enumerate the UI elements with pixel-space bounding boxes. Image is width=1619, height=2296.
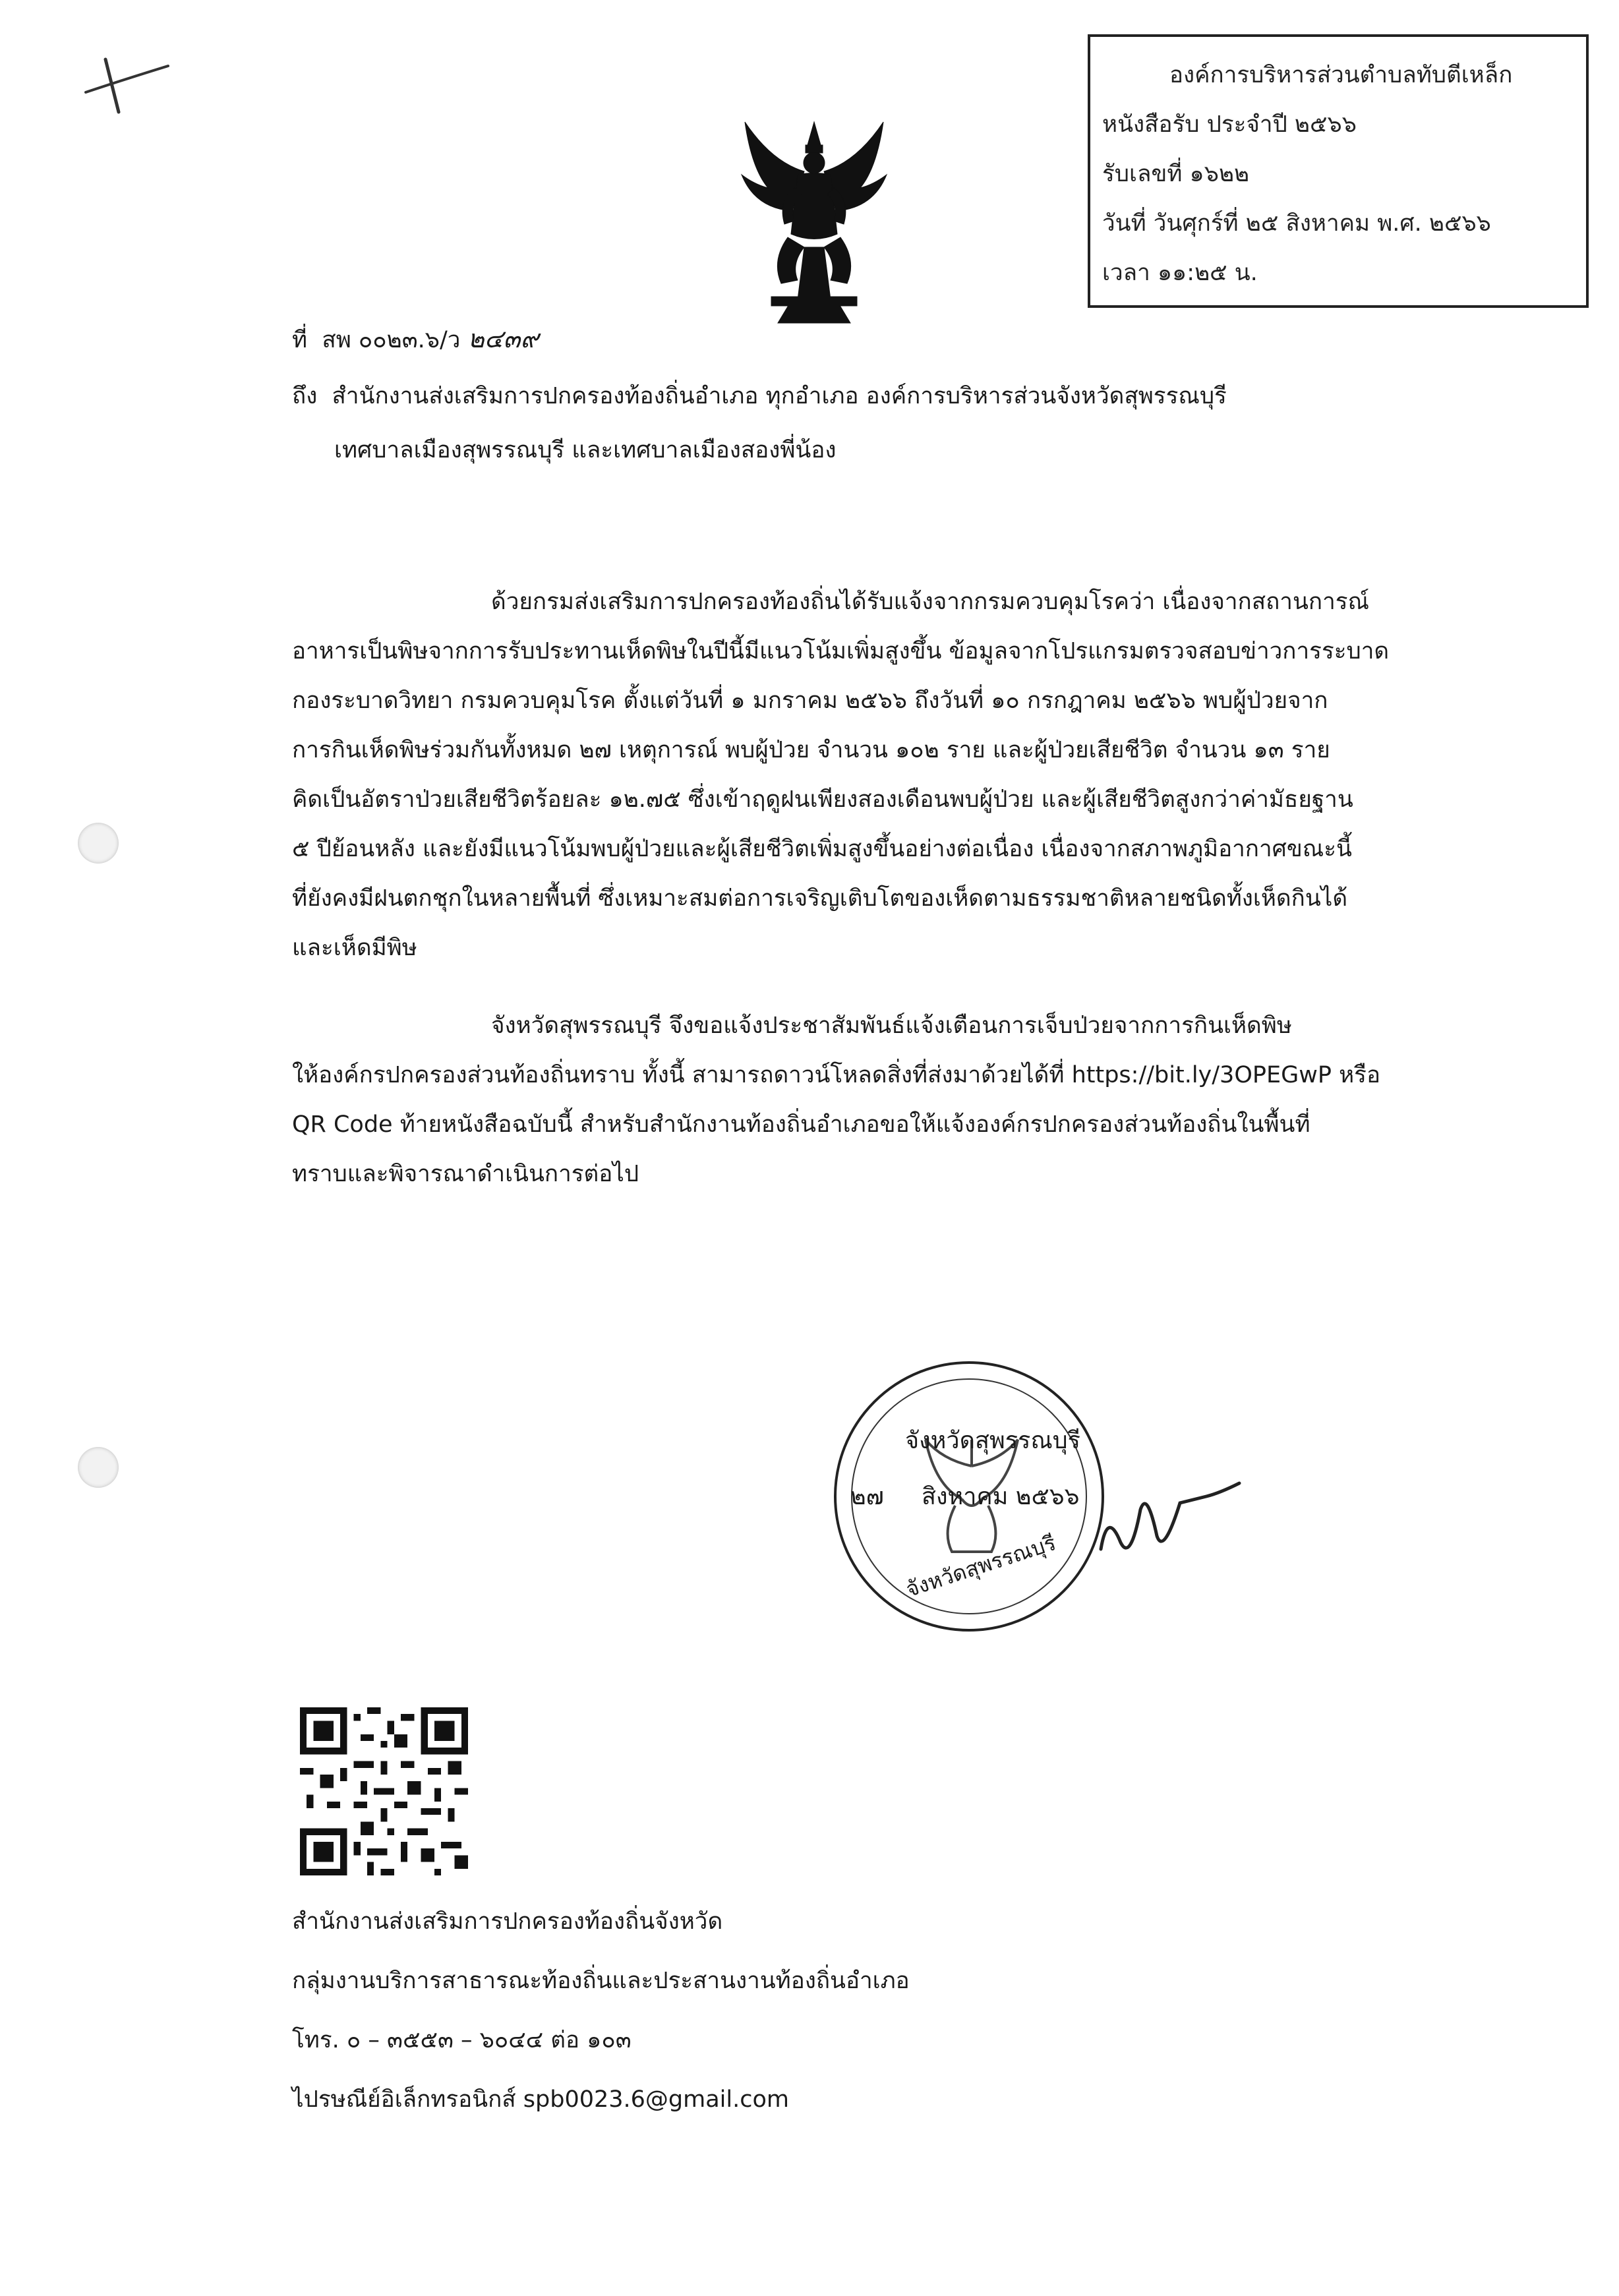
seal-province: จังหวัดสุพรรณบุรี bbox=[905, 1427, 1080, 1454]
paragraph1-line: การกินเห็ดพิษร่วมกันทั้งหมด ๒๗ เหตุการณ์ พบผู้ป่วย จำนวน ๑๐๒ ราย และผู้ป่วยเสียชีวิต จำนวน ๑๓ ราย bbox=[292, 737, 1330, 763]
paragraph2-line: ทราบและพิจารณาดำเนินการต่อไป bbox=[292, 1161, 639, 1187]
stamp-receive-no: รับเลขที่ ๑๖๒๒ bbox=[1102, 161, 1250, 187]
paragraph2-line: ให้องค์กรปกครองส่วนท้องถิ่นทราบ ทั้งนี้ สามารถดาวน์โหลดสิ่งที่ส่งมาด้วยได้ที่ https://bit.ly/3OPEGwP หรือ bbox=[292, 1062, 1380, 1088]
paragraph1-line: และเห็ดมีพิษ bbox=[292, 935, 417, 961]
footer-phone: โทร. ๐ – ๓๕๕๓ – ๖๐๔๔ ต่อ ๑๐๓ bbox=[292, 2027, 632, 2053]
handwritten-mark bbox=[79, 46, 171, 119]
ref-number: ๒๔๓๙ bbox=[467, 324, 539, 353]
ref-label: ที่ bbox=[292, 327, 308, 353]
receipt-stamp bbox=[1088, 34, 1589, 308]
footer-group: กลุ่มงานบริการสาธารณะท้องถิ่นและประสานงานท้องถิ่นอำเภอ bbox=[292, 1968, 910, 1994]
footer-office: สำนักงานส่งเสริมการปกครองท้องถิ่นจังหวัด bbox=[292, 1908, 723, 1935]
to-text-2: เทศบาลเมืองสุพรรณบุรี และเทศบาลเมืองสองพี่น้อง bbox=[334, 437, 837, 463]
garuda-emblem-icon bbox=[732, 109, 897, 326]
paragraph2-line: จังหวัดสุพรรณบุรี จึงขอแจ้งประชาสัมพันธ์แจ้งเตือนการเจ็บป่วยจากการกินเห็ดพิษ bbox=[491, 1013, 1292, 1039]
ref-line bbox=[292, 325, 539, 354]
seal-month-year: สิงหาคม ๒๕๖๖ bbox=[922, 1483, 1080, 1510]
paragraph1-line: ๕ ปีย้อนหลัง และยังมีแนวโน้มพบผู้ป่วยและผู้เสียชีวิตเพิ่มสูงขึ้นอย่างต่อเนื่อง เนื่องจากสภาพภูมิอากาศขณะนี้ bbox=[292, 836, 1352, 862]
paragraph1-line: ด้วยกรมส่งเสริมการปกครองท้องถิ่นได้รับแจ้งจากกรมควบคุมโรคว่า เนื่องจากสถานการณ์ bbox=[491, 589, 1369, 615]
paragraph1-line: คิดเป็นอัตราป่วยเสียชีวิตร้อยละ ๑๒.๗๕ ซึ่งเข้าฤดูฝนเพียงสองเดือนพบผู้ป่วย และผู้เสียชีวิตสูงกว่าค่ามัธยฐาน bbox=[292, 786, 1353, 813]
ref-value: สพ ๐๐๒๓.๖/ว bbox=[322, 327, 461, 353]
punch-hole bbox=[78, 1447, 119, 1488]
qr-code bbox=[300, 1707, 468, 1875]
stamp-org: องค์การบริหารส่วนตำบลทับตีเหล็ก bbox=[1169, 62, 1513, 88]
seal-day: ๒๗ bbox=[850, 1483, 884, 1510]
paragraph2-line: QR Code ท้ายหนังสือฉบับนี้ สำหรับสำนักงานท้องถิ่นอำเภอขอให้แจ้งองค์กรปกครองส่วนท้องถิ่นในพื้นที่ bbox=[292, 1111, 1310, 1138]
paragraph1-line: กองระบาดวิทยา กรมควบคุมโรค ตั้งแต่วันที่ ๑ มกราคม ๒๕๖๖ ถึงวันที่ ๑๐ กรกฎาคม ๒๕๖๖ พบผู้ป่วยจาก bbox=[292, 688, 1328, 714]
punch-hole bbox=[78, 823, 119, 864]
to-text-1: สำนักงานส่งเสริมการปกครองท้องถิ่นอำเภอ ทุกอำเภอ องค์การบริหารส่วนจังหวัดสุพรรณบุรี bbox=[332, 383, 1227, 409]
paragraph1-line: ที่ยังคงมีฝนตกชุกในหลายพื้นที่ ซึ่งเหมาะสมต่อการเจริญเติบโตของเห็ดตามธรรมชาติหลายชนิดทั้งเห็ดกินได้ bbox=[292, 885, 1348, 912]
stamp-book: หนังสือรับ ประจำปี ๒๕๖๖ bbox=[1102, 111, 1357, 138]
seal-ring-text: จังหวัดสุพรรณบุรี bbox=[902, 1529, 1059, 1603]
to-line1 bbox=[292, 383, 1227, 409]
stamp-time: เวลา ๑๑:๒๕ น. bbox=[1102, 260, 1258, 286]
paragraph1-line: อาหารเป็นพิษจากการรับประทานเห็ดพิษในปีนี้มีแนวโน้มเพิ่มสูงขึ้น ข้อมูลจากโปรแกรมตรวจสอบข่าวการระบาด bbox=[292, 638, 1390, 664]
stamp-date: วันที่ วันศุกร์ที่ ๒๕ สิงหาคม พ.ศ. ๒๕๖๖ bbox=[1102, 210, 1491, 237]
footer-email: ไปรษณีย์อิเล็กทรอนิกส์ spb0023.6@gmail.com bbox=[292, 2086, 790, 2113]
to-label: ถึง bbox=[292, 383, 318, 409]
signature bbox=[1094, 1470, 1266, 1575]
